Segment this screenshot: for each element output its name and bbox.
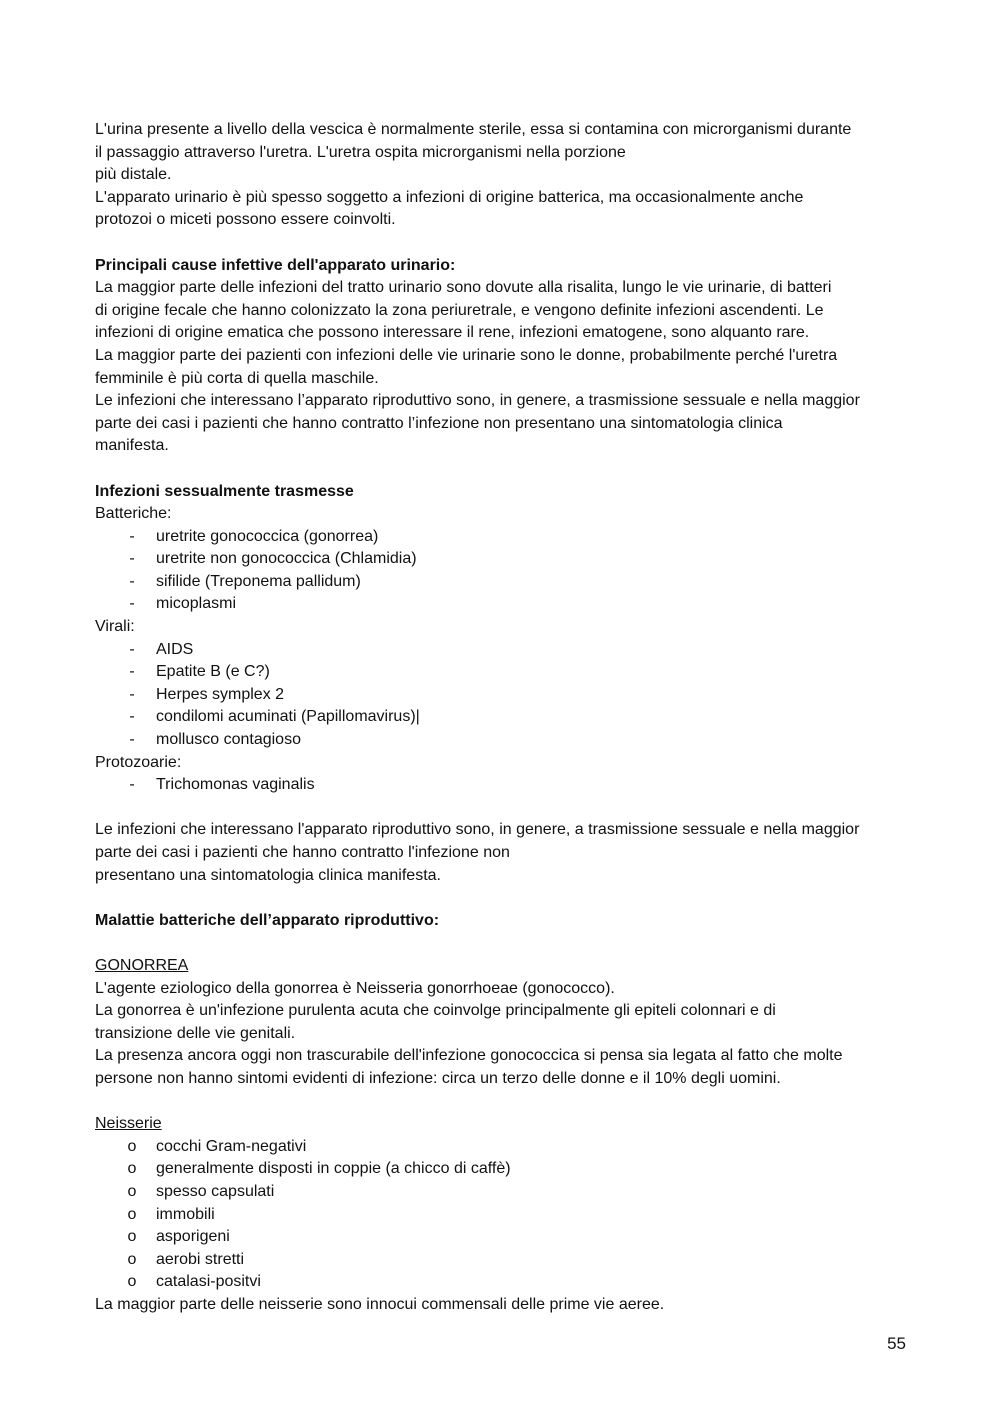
circle-bullet: o xyxy=(127,1182,137,1200)
text-line: il passaggio attraverso l'uretra. L'uretra ospita microrganismi nella porzione xyxy=(95,143,626,161)
text-line: protozoi o miceti possono essere coinvolti. xyxy=(95,211,396,229)
text-line: transizione delle vie genitali. xyxy=(95,1024,296,1042)
text-line: La gonorrea è un'infezione purulenta acuta che coinvolge principalmente gli epiteli colonnari e di xyxy=(95,1002,776,1020)
list-item xyxy=(95,706,910,729)
document-page xyxy=(95,119,910,1316)
list-item xyxy=(95,1271,910,1294)
list-item-text: uretrite non gonococcica (Chlamidia) xyxy=(156,550,417,568)
list-item-text: cocchi Gram-negativi xyxy=(156,1137,307,1155)
blank-line xyxy=(95,232,910,255)
text-line: parte dei casi i pazienti che hanno contratto l'infezione non xyxy=(95,844,510,861)
list-item xyxy=(95,661,910,684)
list-item xyxy=(95,571,910,594)
list-item xyxy=(95,1249,910,1272)
circle-bullet: o xyxy=(127,1205,137,1223)
list-item xyxy=(95,1204,910,1227)
list-item-text: sifilide (Treponema pallidum) xyxy=(156,572,361,590)
page-number: 55 xyxy=(887,1334,906,1353)
list-item-text: generalmente disposti in coppie (a chicco di caffè) xyxy=(156,1160,511,1178)
dash-bullet: - xyxy=(129,572,135,590)
blank-line xyxy=(95,887,910,910)
circle-bullet: o xyxy=(127,1137,137,1155)
list-item-text: aerobi stretti xyxy=(156,1250,245,1268)
list-item-text: Trichomonas vaginalis xyxy=(156,776,315,794)
list-item xyxy=(95,1136,910,1159)
circle-bullet: o xyxy=(127,1228,137,1246)
list-item-text: Herpes symplex 2 xyxy=(156,685,285,703)
dash-bullet: - xyxy=(129,550,135,568)
text-line: femminile è più corta di quella maschile. xyxy=(95,369,379,387)
list-item-text: spesso capsulati xyxy=(156,1182,275,1200)
text-line: infezioni di origine ematica che possono interessare il rene, infezioni ematogene, sono alquanto rare. xyxy=(95,324,810,342)
list-item xyxy=(95,1181,910,1204)
text-line: di origine fecale che hanno colonizzato la zona periuretrale, e vengono definite infezioni ascendenti. Le xyxy=(95,301,824,319)
dash-bullet: - xyxy=(129,685,135,703)
neisserie-list xyxy=(95,1136,910,1294)
text-line: La maggior parte delle infezioni del tratto urinario sono dovute alla risalita, lungo le vie urinarie, di batteri xyxy=(95,279,832,297)
subheading-gonorrea: GONORREA xyxy=(95,956,189,974)
list-item-text: AIDS xyxy=(156,640,194,658)
repro-paragraph xyxy=(95,819,910,887)
dash-bullet: - xyxy=(129,731,135,749)
section-heading-sti: Infezioni sessualmente trasmesse xyxy=(95,482,354,500)
list-item xyxy=(95,548,910,571)
dash-bullet: - xyxy=(129,640,135,658)
list-item xyxy=(95,639,910,662)
text-line: L'agente eziologico della gonorrea è Neisseria gonorrhoeae (gonococco). xyxy=(95,979,615,997)
group-label-protozoan: Protozoarie: xyxy=(95,753,182,771)
text-line: persone non hanno sintomi evidenti di infezione: circa un terzo delle donne e il 10% degli uomini. xyxy=(95,1069,781,1087)
dash-bullet: - xyxy=(129,527,135,545)
text-line: presentano una sintomatologia clinica manifesta. xyxy=(95,866,441,884)
list-item-text: condilomi acuminati (Papillomavirus)| xyxy=(156,708,420,726)
blank-line xyxy=(95,932,910,955)
text-line: L'apparato urinario è più spesso soggetto a infezioni di origine batterica, ma occasionalmente anche xyxy=(95,188,804,206)
circle-bullet: o xyxy=(127,1160,137,1178)
blank-line xyxy=(95,1091,910,1114)
list-item xyxy=(95,526,910,549)
closing-line: La maggior parte delle neisserie sono innocui commensali delle prime vie aeree. xyxy=(95,1295,665,1313)
text-line: La presenza ancora oggi non trascurabile dell'infezione gonococcica si pensa sia legata al fatto che molte xyxy=(95,1047,843,1065)
list-item-text: asporigeni xyxy=(156,1228,230,1246)
list-item xyxy=(95,774,910,797)
intro-paragraph xyxy=(95,119,910,232)
list-item-text: immobili xyxy=(156,1205,215,1223)
text-line: La maggior parte dei pazienti con infezioni delle vie urinarie sono le donne, probabilmente perché l'uretra xyxy=(95,346,838,364)
subheading-neisserie: Neisserie xyxy=(95,1115,162,1133)
circle-bullet: o xyxy=(127,1273,137,1291)
group-label-bacterial: Batteriche: xyxy=(95,505,172,523)
list-item xyxy=(95,1158,910,1181)
section-heading-causes: Principali cause infettive dell'apparato urinario: xyxy=(95,256,456,274)
list-item xyxy=(95,1226,910,1249)
bacterial-list xyxy=(95,526,910,616)
dash-bullet: - xyxy=(129,776,135,794)
protozoan-list xyxy=(95,774,910,797)
text-line: Le infezioni che interessano l'apparato riproduttivo sono, in genere, a trasmissione sessuale e nella maggior xyxy=(95,821,860,839)
dash-bullet: - xyxy=(129,595,135,613)
list-item-text: micoplasmi xyxy=(156,595,237,613)
section-heading-bacterial-diseases: Malattie batteriche dell’apparato riproduttivo: xyxy=(95,911,440,929)
viral-list xyxy=(95,639,910,752)
list-item-text: mollusco contagioso xyxy=(156,731,301,749)
dash-bullet: - xyxy=(129,663,135,681)
dash-bullet: - xyxy=(129,708,135,726)
text-line: parte dei casi i pazienti che hanno contratto l’infezione non presentano una sintomatologia clinica xyxy=(95,414,783,432)
list-item xyxy=(95,593,910,616)
list-item xyxy=(95,729,910,752)
list-item-text: Epatite B (e C?) xyxy=(156,663,270,681)
circle-bullet: o xyxy=(127,1250,137,1268)
list-item xyxy=(95,684,910,707)
causes-paragraph xyxy=(95,277,910,458)
text-line: L'urina presente a livello della vescica è normalmente sterile, essa si contamina con microrganismi durante xyxy=(95,121,852,138)
blank-line xyxy=(95,797,910,820)
gonorrea-paragraph xyxy=(95,978,910,1091)
blank-line xyxy=(95,458,910,481)
text-line: Le infezioni che interessano l’apparato riproduttivo sono, in genere, a trasmissione sessuale e nella maggior xyxy=(95,392,860,410)
text-line: manifesta. xyxy=(95,437,169,455)
text-line: più distale. xyxy=(95,166,172,184)
group-label-viral: Virali: xyxy=(95,618,135,636)
list-item-text: catalasi-positvi xyxy=(156,1273,261,1291)
list-item-text: uretrite gonococcica (gonorrea) xyxy=(156,527,379,545)
